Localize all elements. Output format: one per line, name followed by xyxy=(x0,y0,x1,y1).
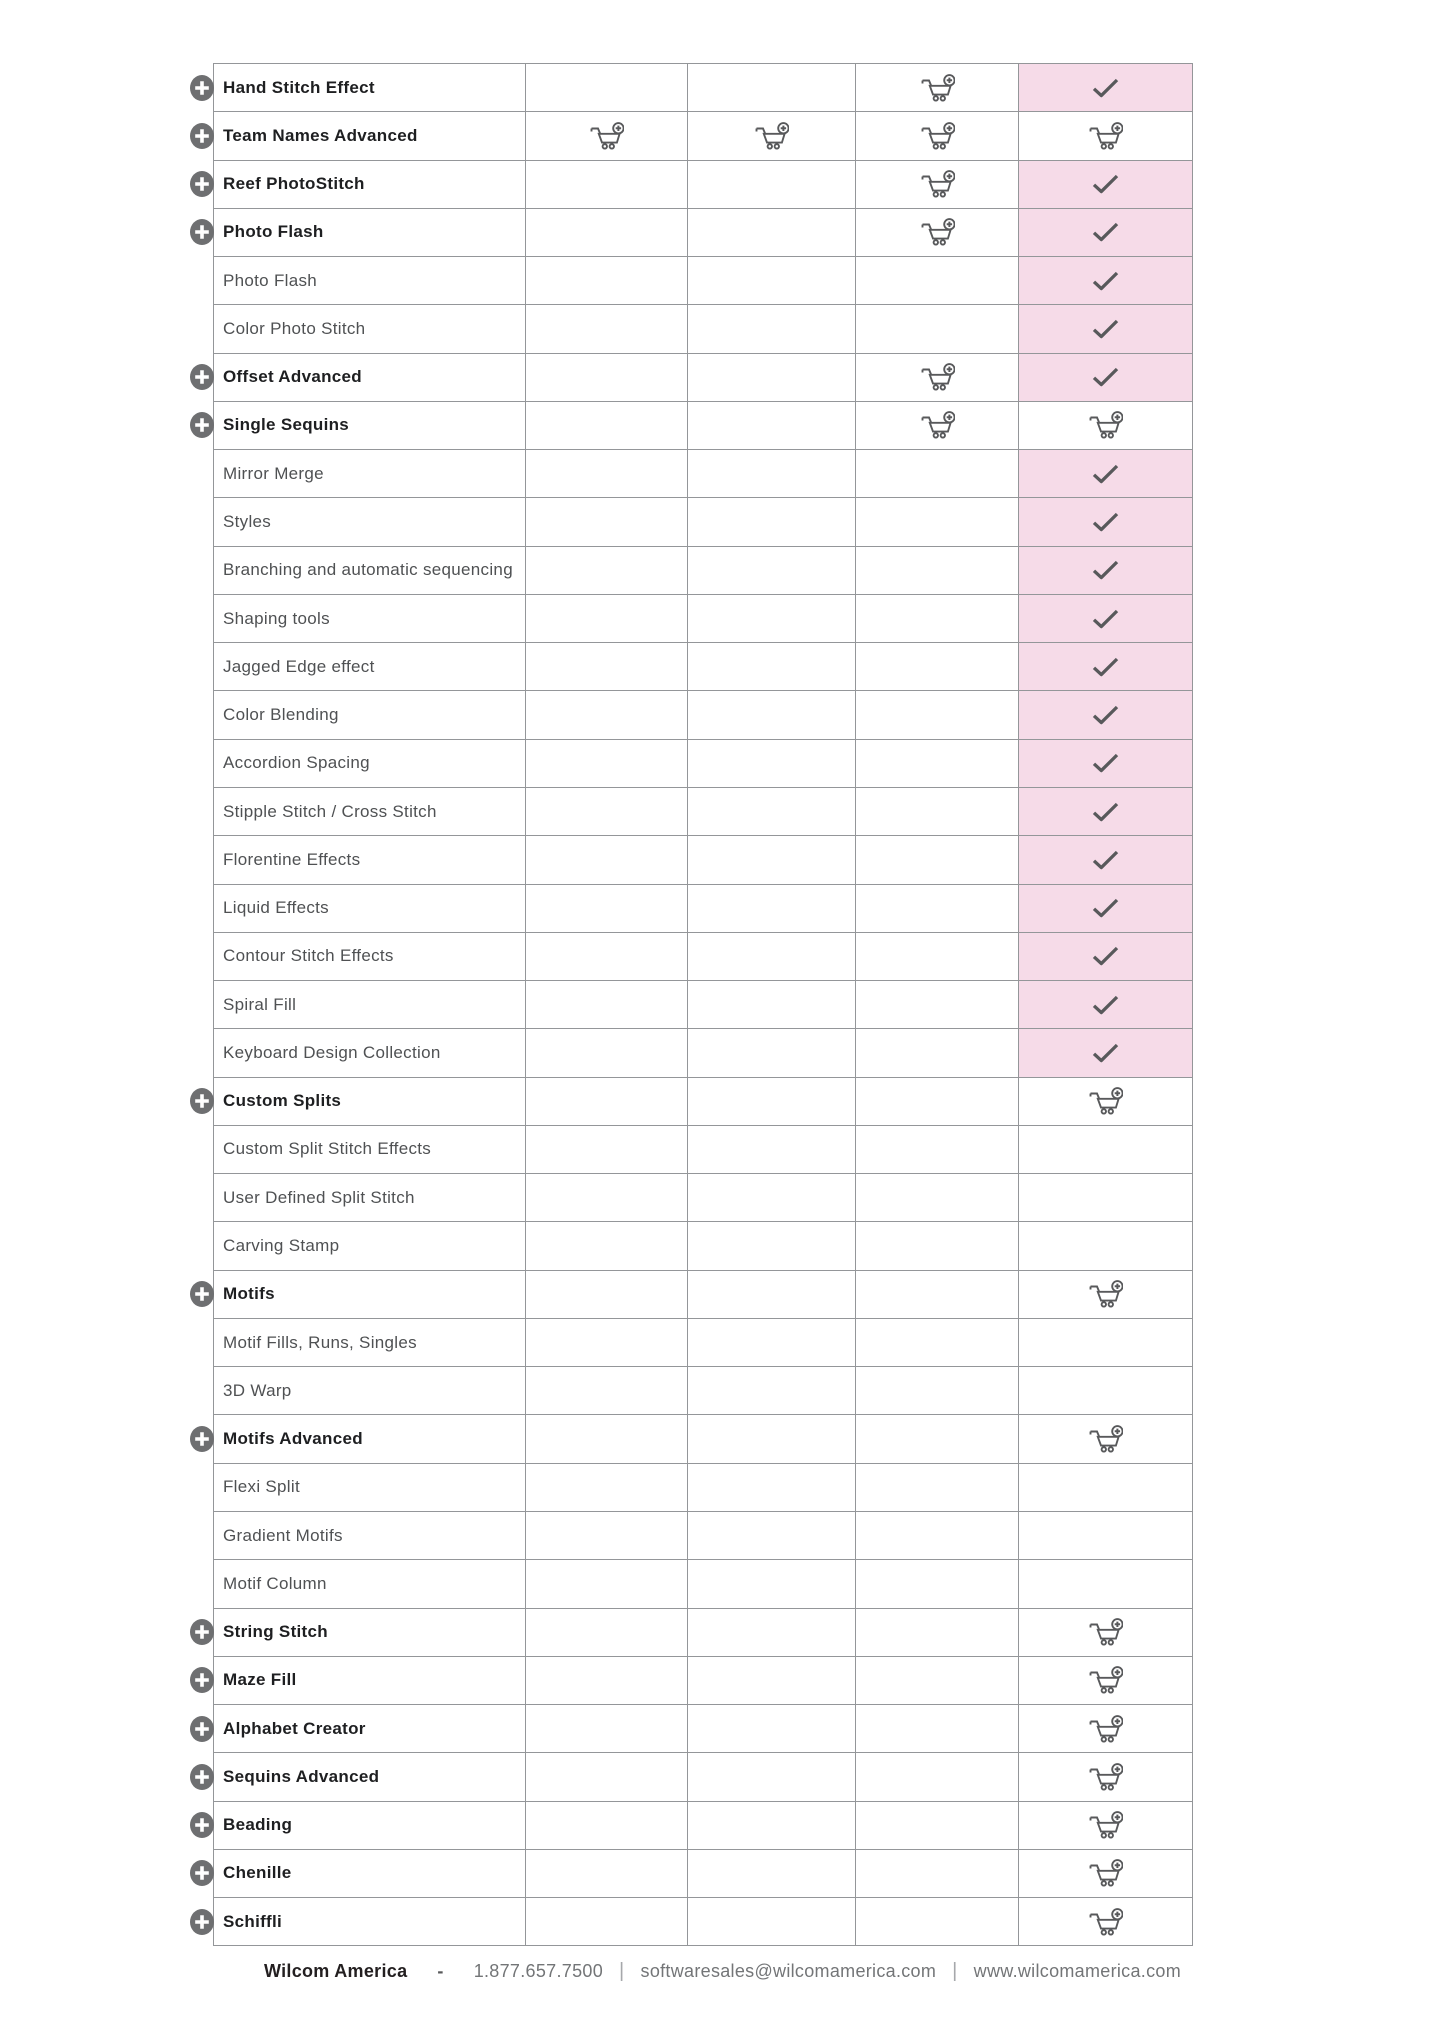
feature-cell-col-4 xyxy=(856,305,1019,353)
feature-cell-col-5 xyxy=(1019,257,1193,305)
feature-label: Motifs Advanced xyxy=(223,1429,363,1449)
feature-label-cell xyxy=(214,209,526,257)
feature-cell-col-4 xyxy=(856,1802,1019,1850)
feature-label: Styles xyxy=(223,512,272,532)
feature-label: Photo Flash xyxy=(223,222,324,242)
feature-cell-col-3 xyxy=(688,1271,856,1319)
expand-plus-icon[interactable] xyxy=(190,171,214,197)
feature-cell-col-5 xyxy=(1019,836,1193,884)
feature-label: Shaping tools xyxy=(223,608,330,628)
feature-label-cell xyxy=(214,257,526,305)
cart-plus-icon[interactable] xyxy=(1088,1715,1123,1743)
feature-cell-col-3 xyxy=(688,788,856,836)
feature-cell-col-4 xyxy=(856,1512,1019,1560)
feature-cell-col-2 xyxy=(526,1319,688,1367)
feature-label-cell xyxy=(214,1464,526,1512)
check-icon xyxy=(1092,802,1119,822)
feature-cell-col-5 xyxy=(1019,933,1193,981)
feature-cell-col-2 xyxy=(526,1126,688,1174)
feature-cell-col-4 xyxy=(856,788,1019,836)
feature-cell-col-3 xyxy=(688,643,856,691)
cart-plus-icon[interactable] xyxy=(589,122,624,150)
feature-label-cell xyxy=(214,1367,526,1415)
feature-cell-col-3 xyxy=(688,1464,856,1512)
feature-cell-col-3 xyxy=(688,1029,856,1077)
feature-label-cell xyxy=(214,1415,526,1463)
feature-cell-col-2 xyxy=(526,1850,688,1898)
feature-label-cell xyxy=(214,643,526,691)
check-icon xyxy=(1092,946,1119,966)
feature-label-cell xyxy=(214,1222,526,1270)
feature-cell-col-4 xyxy=(856,1174,1019,1222)
feature-label: Jagged Edge effect xyxy=(223,656,375,676)
feature-cell-col-2 xyxy=(526,498,688,546)
feature-cell-col-2 xyxy=(526,836,688,884)
feature-cell-col-2 xyxy=(526,788,688,836)
feature-cell-col-2 xyxy=(526,740,688,788)
feature-label-cell xyxy=(214,161,526,209)
check-icon xyxy=(1092,222,1119,242)
feature-cell-col-2 xyxy=(526,1705,688,1753)
feature-label: Keyboard Design Collection xyxy=(223,1042,441,1062)
feature-cell-col-4 xyxy=(856,1560,1019,1608)
check-icon xyxy=(1092,753,1119,773)
feature-label-cell xyxy=(214,1705,526,1753)
feature-cell-col-4 xyxy=(856,402,1019,450)
feature-cell-col-2 xyxy=(526,981,688,1029)
feature-cell-col-3 xyxy=(688,1802,856,1850)
feature-cell-col-2 xyxy=(526,257,688,305)
feature-cell-col-5 xyxy=(1019,161,1193,209)
feature-label-cell xyxy=(214,1802,526,1850)
expand-plus-icon[interactable] xyxy=(190,75,214,101)
feature-label: User Defined Split Stitch xyxy=(223,1187,415,1207)
feature-label: String Stitch xyxy=(223,1622,328,1642)
feature-label-cell xyxy=(214,354,526,402)
feature-cell-col-2 xyxy=(526,547,688,595)
cart-plus-icon[interactable] xyxy=(1088,1763,1123,1791)
feature-cell-col-3 xyxy=(688,1705,856,1753)
feature-cell-col-2 xyxy=(526,1512,688,1560)
feature-cell-col-4 xyxy=(856,257,1019,305)
feature-cell-col-4 xyxy=(856,643,1019,691)
feature-label-cell xyxy=(214,836,526,884)
feature-cell-col-5 xyxy=(1019,1271,1193,1319)
feature-cell-col-2 xyxy=(526,691,688,739)
feature-cell-col-3 xyxy=(688,161,856,209)
footer-divider: | xyxy=(952,1960,958,1982)
feature-cell-col-3 xyxy=(688,1560,856,1608)
feature-label: Hand Stitch Effect xyxy=(223,77,375,97)
feature-cell-col-4 xyxy=(856,691,1019,739)
feature-label-cell xyxy=(214,305,526,353)
feature-cell-col-2 xyxy=(526,1753,688,1801)
feature-label: Motif Column xyxy=(223,1573,327,1593)
feature-label-cell xyxy=(214,1271,526,1319)
feature-label: 3D Warp xyxy=(223,1380,292,1400)
feature-cell-col-4 xyxy=(856,161,1019,209)
feature-cell-col-3 xyxy=(688,1415,856,1463)
feature-label-cell xyxy=(214,1753,526,1801)
feature-cell-col-3 xyxy=(688,1657,856,1705)
feature-label-cell xyxy=(214,1657,526,1705)
feature-label-cell xyxy=(214,595,526,643)
feature-cell-col-2 xyxy=(526,1367,688,1415)
expand-plus-icon[interactable] xyxy=(190,1860,214,1886)
feature-cell-col-5 xyxy=(1019,885,1193,933)
feature-cell-col-4 xyxy=(856,1753,1019,1801)
feature-cell-col-4 xyxy=(856,1126,1019,1174)
feature-cell-col-2 xyxy=(526,1078,688,1126)
feature-cell-col-2 xyxy=(526,1898,688,1946)
feature-cell-col-5 xyxy=(1019,354,1193,402)
feature-cell-col-2 xyxy=(526,402,688,450)
feature-cell-col-5 xyxy=(1019,1174,1193,1222)
feature-label-cell xyxy=(214,691,526,739)
feature-cell-col-4 xyxy=(856,1609,1019,1657)
expand-plus-icon[interactable] xyxy=(190,1764,214,1790)
feature-label: Custom Splits xyxy=(223,1091,342,1111)
feature-cell-col-4 xyxy=(856,354,1019,402)
check-icon xyxy=(1092,995,1119,1015)
feature-cell-col-5 xyxy=(1019,402,1193,450)
feature-cell-col-3 xyxy=(688,1850,856,1898)
feature-cell-col-5 xyxy=(1019,788,1193,836)
feature-label-cell xyxy=(214,1850,526,1898)
feature-cell-col-4 xyxy=(856,1705,1019,1753)
feature-cell-col-5 xyxy=(1019,64,1193,112)
feature-cell-col-5 xyxy=(1019,112,1193,160)
feature-cell-col-5 xyxy=(1019,595,1193,643)
feature-cell-col-3 xyxy=(688,1512,856,1560)
feature-cell-col-4 xyxy=(856,64,1019,112)
feature-label: Maze Fill xyxy=(223,1670,297,1690)
feature-label-cell xyxy=(214,740,526,788)
feature-cell-col-3 xyxy=(688,1319,856,1367)
feature-label-cell xyxy=(214,402,526,450)
feature-cell-col-5 xyxy=(1019,547,1193,595)
feature-label: Liquid Effects xyxy=(223,898,329,918)
footer-divider: | xyxy=(619,1960,625,1982)
feature-label: Spiral Fill xyxy=(223,994,297,1014)
feature-cell-col-3 xyxy=(688,836,856,884)
feature-label: Color Photo Stitch xyxy=(223,318,366,338)
feature-label: Photo Flash xyxy=(223,270,318,290)
footer-phone: 1.877.657.7500 xyxy=(473,1961,604,1981)
feature-label-cell xyxy=(214,1512,526,1560)
check-icon xyxy=(1092,174,1119,194)
feature-cell-col-5 xyxy=(1019,1464,1193,1512)
feature-cell-col-2 xyxy=(526,595,688,643)
feature-label: Single Sequins xyxy=(223,415,350,435)
feature-cell-col-5 xyxy=(1019,305,1193,353)
check-icon xyxy=(1092,319,1119,339)
footer xyxy=(0,1960,1445,1983)
feature-label: Schiffli xyxy=(223,1911,283,1931)
feature-label: Custom Split Stitch Effects xyxy=(223,1139,432,1159)
feature-cell-col-3 xyxy=(688,595,856,643)
expand-plus-icon[interactable] xyxy=(190,219,214,245)
cart-plus-icon[interactable] xyxy=(920,170,955,198)
feature-cell-col-3 xyxy=(688,981,856,1029)
check-icon xyxy=(1092,657,1119,677)
feature-cell-col-5 xyxy=(1019,981,1193,1029)
feature-cell-col-3 xyxy=(688,112,856,160)
feature-cell-col-3 xyxy=(688,1609,856,1657)
feature-cell-col-2 xyxy=(526,1609,688,1657)
check-icon xyxy=(1092,1043,1119,1063)
footer-separator: - xyxy=(437,1961,444,1981)
feature-cell-col-3 xyxy=(688,354,856,402)
cart-plus-icon[interactable] xyxy=(1088,1618,1123,1646)
feature-label: Gradient Motifs xyxy=(223,1525,343,1545)
feature-cell-col-2 xyxy=(526,885,688,933)
feature-cell-col-2 xyxy=(526,1222,688,1270)
feature-label: Motif Fills, Runs, Singles xyxy=(223,1332,417,1352)
feature-label-cell xyxy=(214,1560,526,1608)
feature-label-cell xyxy=(214,1609,526,1657)
feature-label-cell xyxy=(214,1126,526,1174)
footer-email-link[interactable]: softwaresales@wilcomamerica.com xyxy=(640,1961,937,1981)
feature-table xyxy=(213,63,1193,1946)
feature-label-cell xyxy=(214,1319,526,1367)
feature-cell-col-2 xyxy=(526,305,688,353)
feature-label-cell xyxy=(214,1174,526,1222)
feature-label: Alphabet Creator xyxy=(223,1718,366,1738)
feature-cell-col-4 xyxy=(856,1464,1019,1512)
feature-cell-col-4 xyxy=(856,1078,1019,1126)
feature-cell-col-3 xyxy=(688,402,856,450)
check-icon xyxy=(1092,850,1119,870)
expand-plus-icon[interactable] xyxy=(190,1716,214,1742)
feature-cell-col-4 xyxy=(856,209,1019,257)
footer-brand: Wilcom America xyxy=(263,1961,408,1981)
cart-plus-icon[interactable] xyxy=(1088,1859,1123,1887)
feature-cell-col-5 xyxy=(1019,1126,1193,1174)
feature-cell-col-5 xyxy=(1019,209,1193,257)
check-icon xyxy=(1092,609,1119,629)
feature-cell-col-2 xyxy=(526,354,688,402)
feature-label: Beading xyxy=(223,1815,293,1835)
cart-plus-icon[interactable] xyxy=(1088,411,1123,439)
check-icon xyxy=(1092,898,1119,918)
cart-plus-icon[interactable] xyxy=(920,363,955,391)
feature-cell-col-4 xyxy=(856,1271,1019,1319)
feature-cell-col-2 xyxy=(526,1415,688,1463)
feature-cell-col-3 xyxy=(688,450,856,498)
feature-cell-col-3 xyxy=(688,305,856,353)
cart-plus-icon[interactable] xyxy=(754,122,789,150)
feature-cell-col-5 xyxy=(1019,498,1193,546)
feature-label: Offset Advanced xyxy=(223,367,362,387)
cart-plus-icon[interactable] xyxy=(1088,1280,1123,1308)
feature-cell-col-3 xyxy=(688,691,856,739)
expand-plus-icon[interactable] xyxy=(190,1812,214,1838)
feature-cell-col-4 xyxy=(856,1898,1019,1946)
feature-cell-col-4 xyxy=(856,1367,1019,1415)
feature-cell-col-4 xyxy=(856,112,1019,160)
feature-cell-col-5 xyxy=(1019,1802,1193,1850)
feature-cell-col-2 xyxy=(526,209,688,257)
feature-label-cell xyxy=(214,64,526,112)
feature-cell-col-5 xyxy=(1019,1029,1193,1077)
expand-plus-icon[interactable] xyxy=(190,1281,214,1307)
feature-label-cell xyxy=(214,933,526,981)
feature-label: Carving Stamp xyxy=(223,1236,340,1255)
feature-cell-col-5 xyxy=(1019,1560,1193,1608)
feature-cell-col-2 xyxy=(526,1464,688,1512)
feature-cell-col-5 xyxy=(1019,740,1193,788)
feature-cell-col-5 xyxy=(1019,1078,1193,1126)
feature-cell-col-5 xyxy=(1019,1222,1193,1270)
expand-plus-icon[interactable] xyxy=(190,364,214,390)
cart-plus-icon[interactable] xyxy=(1088,1666,1123,1694)
feature-label-cell xyxy=(214,547,526,595)
feature-cell-col-5 xyxy=(1019,1657,1193,1705)
feature-cell-col-2 xyxy=(526,1174,688,1222)
feature-label-cell xyxy=(214,981,526,1029)
feature-cell-col-4 xyxy=(856,836,1019,884)
feature-cell-col-5 xyxy=(1019,450,1193,498)
cart-plus-icon[interactable] xyxy=(920,218,955,246)
feature-cell-col-4 xyxy=(856,595,1019,643)
feature-cell-col-3 xyxy=(688,885,856,933)
feature-cell-col-5 xyxy=(1019,1705,1193,1753)
feature-cell-col-2 xyxy=(526,1802,688,1850)
feature-cell-col-4 xyxy=(856,547,1019,595)
feature-cell-col-2 xyxy=(526,112,688,160)
feature-label: Color Blending xyxy=(223,705,339,725)
expand-plus-icon[interactable] xyxy=(190,1909,214,1935)
feature-cell-col-5 xyxy=(1019,1753,1193,1801)
feature-cell-col-3 xyxy=(688,257,856,305)
feature-cell-col-4 xyxy=(856,885,1019,933)
feature-cell-col-5 xyxy=(1019,1898,1193,1946)
feature-cell-col-2 xyxy=(526,643,688,691)
feature-cell-col-4 xyxy=(856,1657,1019,1705)
feature-label: Reef PhotoStitch xyxy=(223,174,365,194)
feature-cell-col-3 xyxy=(688,1126,856,1174)
check-icon xyxy=(1092,560,1119,580)
feature-cell-col-4 xyxy=(856,1029,1019,1077)
cart-plus-icon[interactable] xyxy=(920,411,955,439)
feature-cell-col-2 xyxy=(526,450,688,498)
feature-cell-col-3 xyxy=(688,1898,856,1946)
feature-cell-col-3 xyxy=(688,1222,856,1270)
feature-label-cell xyxy=(214,1898,526,1946)
feature-cell-col-5 xyxy=(1019,1319,1193,1367)
feature-label-cell xyxy=(214,788,526,836)
feature-cell-col-5 xyxy=(1019,643,1193,691)
feature-cell-col-3 xyxy=(688,1174,856,1222)
feature-label: Chenille xyxy=(223,1863,292,1883)
check-icon xyxy=(1092,512,1119,532)
feature-cell-col-2 xyxy=(526,161,688,209)
feature-label-cell xyxy=(214,1078,526,1126)
check-icon xyxy=(1092,464,1119,484)
expand-plus-icon[interactable] xyxy=(190,1667,214,1693)
feature-label-cell xyxy=(214,112,526,160)
feature-cell-col-4 xyxy=(856,498,1019,546)
feature-cell-col-4 xyxy=(856,450,1019,498)
check-icon xyxy=(1092,705,1119,725)
expand-plus-icon[interactable] xyxy=(190,123,214,149)
feature-label: Motifs xyxy=(223,1284,275,1304)
feature-cell-col-4 xyxy=(856,981,1019,1029)
cart-plus-icon[interactable] xyxy=(1088,1908,1123,1936)
feature-label: Florentine Effects xyxy=(223,849,361,869)
feature-cell-col-2 xyxy=(526,64,688,112)
feature-label: Accordion Spacing xyxy=(223,753,370,773)
feature-label-cell xyxy=(214,1029,526,1077)
feature-cell-col-2 xyxy=(526,1657,688,1705)
feature-cell-col-3 xyxy=(688,1367,856,1415)
feature-cell-col-3 xyxy=(688,547,856,595)
feature-cell-col-3 xyxy=(688,209,856,257)
cart-plus-icon[interactable] xyxy=(1088,1087,1123,1115)
cart-plus-icon[interactable] xyxy=(1088,1425,1123,1453)
footer-website-link[interactable]: www.wilcomamerica.com xyxy=(973,1961,1182,1981)
feature-cell-col-3 xyxy=(688,740,856,788)
check-icon xyxy=(1092,367,1119,387)
feature-cell-col-5 xyxy=(1019,1512,1193,1560)
feature-label-cell xyxy=(214,885,526,933)
feature-cell-col-4 xyxy=(856,1222,1019,1270)
feature-cell-col-4 xyxy=(856,1850,1019,1898)
check-icon xyxy=(1092,78,1119,98)
feature-cell-col-3 xyxy=(688,64,856,112)
feature-cell-col-5 xyxy=(1019,1367,1193,1415)
expand-plus-icon[interactable] xyxy=(190,412,214,438)
feature-cell-col-2 xyxy=(526,1271,688,1319)
feature-label: Sequins Advanced xyxy=(223,1766,380,1786)
feature-cell-col-4 xyxy=(856,740,1019,788)
feature-cell-col-5 xyxy=(1019,1850,1193,1898)
feature-cell-col-3 xyxy=(688,1078,856,1126)
check-icon xyxy=(1092,271,1119,291)
feature-cell-col-4 xyxy=(856,933,1019,981)
feature-cell-col-4 xyxy=(856,1319,1019,1367)
expand-plus-icon[interactable] xyxy=(190,1088,214,1114)
feature-label: Mirror Merge xyxy=(223,463,324,483)
feature-label: Contour Stitch Effects xyxy=(223,946,394,966)
cart-plus-icon[interactable] xyxy=(1088,122,1123,150)
feature-cell-col-3 xyxy=(688,498,856,546)
feature-label-cell xyxy=(214,450,526,498)
cart-plus-icon[interactable] xyxy=(920,74,955,102)
feature-label-cell xyxy=(214,498,526,546)
cart-plus-icon[interactable] xyxy=(1088,1811,1123,1839)
feature-label: Team Names Advanced xyxy=(223,125,418,145)
feature-cell-col-5 xyxy=(1019,1609,1193,1657)
cart-plus-icon[interactable] xyxy=(920,122,955,150)
feature-cell-col-5 xyxy=(1019,691,1193,739)
feature-cell-col-4 xyxy=(856,1415,1019,1463)
feature-cell-col-3 xyxy=(688,1753,856,1801)
feature-cell-col-3 xyxy=(688,933,856,981)
feature-cell-col-2 xyxy=(526,1029,688,1077)
feature-cell-col-5 xyxy=(1019,1415,1193,1463)
feature-label: Stipple Stitch / Cross Stitch xyxy=(223,801,437,821)
feature-label: Flexi Split xyxy=(223,1477,300,1497)
feature-cell-col-2 xyxy=(526,933,688,981)
expand-plus-icon[interactable] xyxy=(190,1619,214,1645)
feature-label: Branching and automatic sequencing xyxy=(223,560,513,580)
expand-plus-icon[interactable] xyxy=(190,1426,214,1452)
feature-cell-col-2 xyxy=(526,1560,688,1608)
